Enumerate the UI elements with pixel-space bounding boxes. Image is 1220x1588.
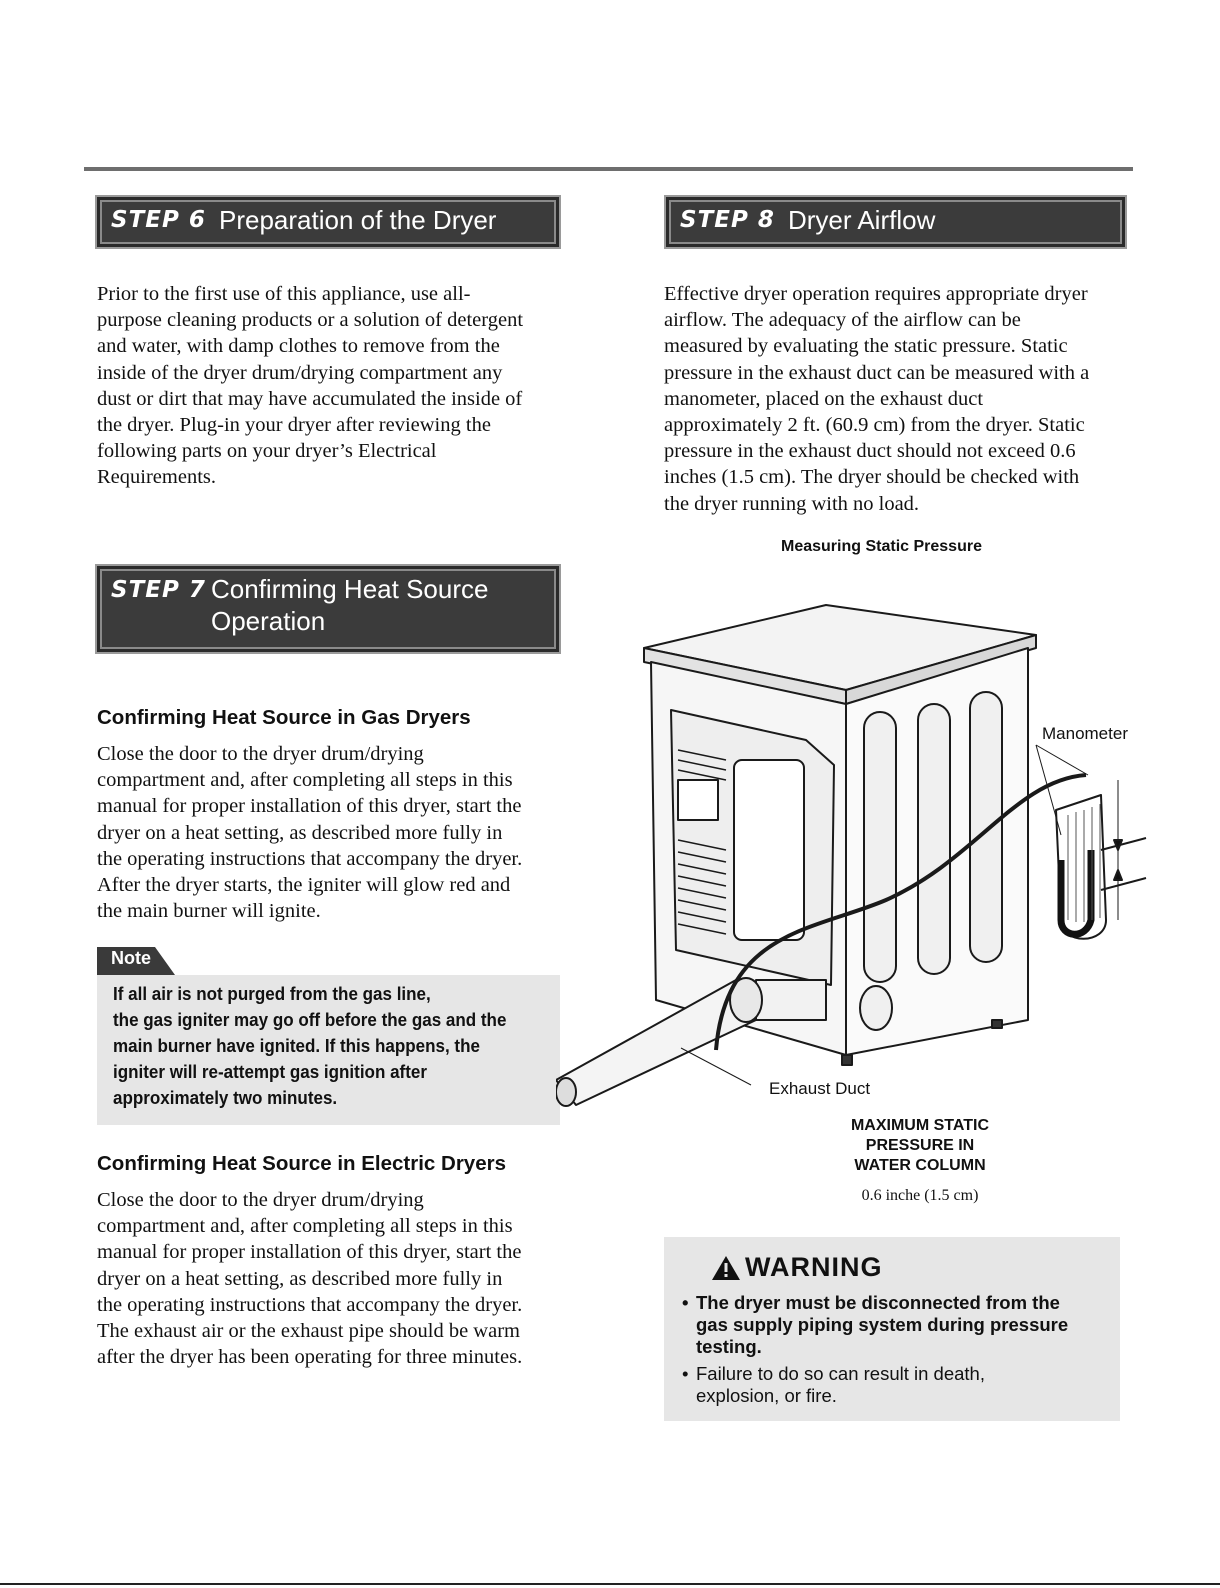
step8-body-line: airflow. The adequacy of the airflow can be (664, 309, 1021, 332)
electric-body-line: the operating instructions that accompany the dryer. (97, 1293, 523, 1316)
step8-banner (664, 195, 1127, 249)
exhaust-duct-label: Exhaust Duct (769, 1079, 871, 1098)
note-line: the gas igniter may go off before the gas and the (113, 1009, 507, 1030)
step8-body-line: pressure in the exhaust duct should not exceed 0.6 (664, 440, 1076, 463)
step6-body-line: the dryer. Plug-in your dryer after reviewing the (97, 414, 491, 437)
note-text (113, 981, 518, 1111)
step8-body-line: inches (1.5 cm). The dryer should be checked with (664, 466, 1080, 489)
warning-item2-line2: explosion, or fire. (696, 1385, 837, 1406)
step6-body-line: and water, with damp clothes to remove from the (97, 335, 500, 358)
step8-tag: STEP 8 (680, 207, 775, 233)
step7-tag: STEP 7 (111, 577, 206, 603)
step6-body (97, 281, 523, 491)
warning-triangle-icon (711, 1255, 741, 1281)
step8-title: Dryer Airflow (788, 205, 936, 235)
step7-banner (95, 564, 561, 654)
electric-body-line: Close the door to the dryer drum/drying (97, 1189, 424, 1211)
max-line2: PRESSURE IN (865, 1137, 975, 1154)
max-line3: WATER COLUMN (854, 1157, 986, 1174)
warning-item-1 (682, 1292, 1112, 1358)
step8-body-line: pressure in the exhaust duct can be measured with a (664, 361, 1090, 384)
figure-caption: Measuring Static Pressure (781, 538, 982, 555)
electric-body-line: The exhaust air or the exhaust pipe should be warm (97, 1320, 520, 1343)
step6-body-line: dust or dirt that may have accumulated the inside of (97, 387, 523, 410)
gas-body-line: the main burner will ignite. (97, 900, 321, 923)
gas-body-line: Close the door to the dryer drum/drying (97, 743, 424, 765)
step7-title-line1: Confirming Heat Source (211, 574, 489, 604)
gas-body-line: compartment and, after completing all steps in this (97, 769, 513, 792)
manometer-label: Manometer (1042, 724, 1128, 743)
electric-heading: Confirming Heat Source in Electric Dryers (97, 1152, 506, 1175)
warning-bullet-2: • (682, 1363, 689, 1384)
step6-body-line: Requirements. (97, 466, 216, 489)
warning-title: WARNING (745, 1252, 883, 1282)
warning-item2-line1: Failure to do so can result in death, (696, 1363, 985, 1384)
gas-body-line: manual for proper installation of this dryer, start the (97, 795, 522, 818)
footer-rule (0, 1583, 1220, 1585)
electric-body (97, 1187, 522, 1370)
note-line: approximately two minutes. (113, 1087, 338, 1108)
step6-body-line: inside of the dryer drum/drying compartment any (97, 361, 503, 384)
electric-body-line: manual for proper installation of this dryer, start the (97, 1241, 522, 1264)
max-line1: MAXIMUM STATIC (850, 1117, 990, 1134)
note-line: If all air is not purged from the gas line, (113, 983, 431, 1004)
gas-body-line: the operating instructions that accompany the dryer. (97, 847, 523, 870)
step8-body (664, 281, 1089, 517)
warning-bullet-1: • (682, 1292, 689, 1313)
dryer-illustration (556, 600, 1156, 1120)
step6-tag: STEP 6 (111, 207, 206, 233)
note-label: Note (111, 948, 151, 968)
gas-body-line: After the dryer starts, the igniter will glow red and (97, 874, 511, 897)
warning-item-2 (682, 1363, 1112, 1407)
step6-body-line: purpose cleaning products or a solution of detergent (97, 309, 524, 332)
note-line: igniter will re-attempt gas ignition after (113, 1061, 427, 1082)
note-line: main burner have ignited. If this happens, the (113, 1035, 480, 1056)
warning-item1-line2: gas supply piping system during pressure (696, 1314, 1069, 1335)
electric-body-line: compartment and, after completing all steps in this (97, 1215, 513, 1238)
step6-body-line: following parts on your dryer’s Electrical (97, 440, 437, 463)
gas-body (97, 741, 522, 924)
step8-body-line: the dryer running with no load. (664, 492, 920, 515)
header-rule (84, 167, 1133, 171)
step6-banner (95, 195, 561, 249)
warning-item1-line3: testing. (696, 1336, 762, 1357)
step6-title: Preparation of the Dryer (219, 205, 497, 235)
step6-body-line: Prior to the first use of this appliance, use all- (97, 283, 471, 305)
electric-body-line: dryer on a heat setting, as described more fully in (97, 1267, 503, 1290)
gas-body-line: dryer on a heat setting, as described more fully in (97, 821, 503, 844)
electric-body-line: after the dryer has been operating for three minutes. (97, 1346, 523, 1369)
step8-body-line: manometer, placed on the exhaust duct (664, 387, 984, 410)
warning-item1-line1: The dryer must be disconnected from the (696, 1292, 1060, 1313)
step7-title-line2: Operation (211, 606, 326, 636)
step8-body-line: approximately 2 ft. (60.9 cm) from the dryer. Static (664, 414, 1085, 437)
gas-heading: Confirming Heat Source in Gas Dryers (97, 706, 471, 729)
max-static-pressure-value: 0.6 inche (1.5 cm) (861, 1187, 979, 1204)
max-static-pressure-label (800, 1116, 1040, 1176)
step8-body-line: measured by evaluating the static pressure. Static (664, 335, 1068, 358)
step8-body-line: Effective dryer operation requires appropriate dryer (664, 283, 1088, 305)
